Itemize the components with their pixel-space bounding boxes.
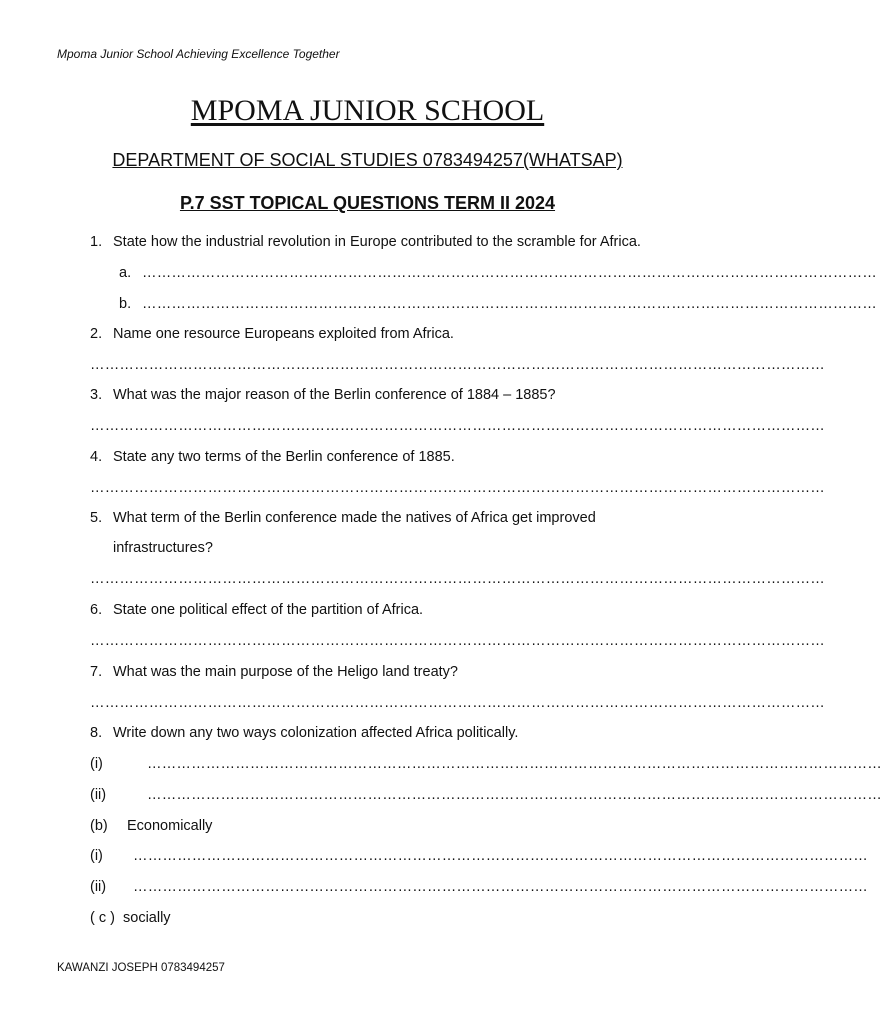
question-5	[90, 510, 596, 526]
question-4	[90, 449, 455, 465]
question-text: State how the industrial revolution in Europe contributed to the scramble for Africa.	[113, 234, 641, 250]
question-text: Name one resource Europeans exploited from Africa.	[113, 326, 454, 342]
answer-dots: ……………………………………………………………………………………………………………………………………	[147, 787, 882, 803]
question-text: What was the main purpose of the Heligo land treaty?	[113, 664, 458, 680]
question-text: State any two terms of the Berlin conference of 1885.	[113, 449, 455, 465]
sub-label: (i)	[90, 848, 103, 864]
sub-label: (i)	[90, 756, 103, 772]
question-number: 2.	[90, 326, 103, 342]
question-6	[90, 602, 423, 618]
answer-line-8b-i[interactable]	[90, 848, 868, 864]
sub-label: ( c )	[90, 910, 115, 926]
sub-label: b.	[119, 296, 132, 312]
question-number: 5.	[90, 510, 103, 526]
question-number: 6.	[90, 602, 103, 618]
question-number: 1.	[90, 234, 103, 250]
question-text: State one political effect of the partition of Africa.	[113, 602, 424, 618]
question-5-continuation: infrastructures?	[113, 540, 213, 556]
part-b-economically	[90, 818, 212, 834]
question-number: 7.	[90, 664, 103, 680]
term-title: P.7 SST TOPICAL QUESTIONS TERM II 2024	[179, 193, 556, 213]
question-text: What term of the Berlin conference made the natives of Africa get improved	[113, 510, 596, 526]
question-number: 4.	[90, 449, 103, 465]
answer-line-8b-ii[interactable]	[90, 879, 868, 895]
question-3	[90, 387, 556, 403]
answer-dots: ……………………………………………………………………………………………………………………………………	[147, 756, 882, 772]
question-text: Write down any two ways colonization affected Africa politically.	[113, 725, 519, 741]
answer-line-1b[interactable]	[119, 296, 877, 312]
question-number: 3.	[90, 387, 103, 403]
question-text: What was the major reason of the Berlin conference of 1884 – 1885?	[113, 387, 556, 403]
sub-label: a.	[119, 265, 132, 281]
part-c-text: socially	[123, 910, 171, 926]
sub-label: (ii)	[90, 787, 107, 803]
answer-line-1a[interactable]	[119, 265, 877, 281]
answer-dots: ……………………………………………………………………………………………………………………………………	[142, 265, 877, 281]
question-number: 8.	[90, 725, 103, 741]
answer-dots: ……………………………………………………………………………………………………………………………………	[133, 879, 868, 895]
question-2	[90, 326, 454, 342]
answer-line-3[interactable]: ……………………………………………………………………………………………………………………………………	[90, 418, 825, 434]
part-c-socially	[90, 910, 171, 926]
question-1	[90, 234, 641, 250]
answer-line-7[interactable]: ……………………………………………………………………………………………………………………………………	[90, 695, 825, 711]
answer-line-4[interactable]: ……………………………………………………………………………………………………………………………………	[90, 480, 825, 496]
header-note: Mpoma Junior School Achieving Excellence Together	[57, 47, 340, 61]
answer-dots: ……………………………………………………………………………………………………………………………………	[142, 296, 877, 312]
answer-line-8a-ii[interactable]	[90, 787, 882, 803]
sub-label: (ii)	[90, 879, 107, 895]
footer: KAWANZI JOSEPH 0783494257	[57, 962, 225, 974]
answer-line-6[interactable]: ……………………………………………………………………………………………………………………………………	[90, 633, 825, 649]
sub-label: (b)	[90, 818, 108, 834]
answer-line-8a-i[interactable]	[90, 756, 882, 772]
department-title: DEPARTMENT OF SOCIAL STUDIES 0783494257(WHATSAP)	[112, 150, 623, 170]
question-8	[90, 725, 518, 741]
part-b-text: Economically	[127, 818, 213, 834]
answer-line-5[interactable]: ……………………………………………………………………………………………………………………………………	[90, 571, 825, 587]
answer-line-2[interactable]: ……………………………………………………………………………………………………………………………………	[90, 357, 825, 373]
school-title: MPOMA JUNIOR SCHOOL	[190, 94, 545, 127]
question-7	[90, 664, 458, 680]
answer-dots: ……………………………………………………………………………………………………………………………………	[133, 848, 868, 864]
